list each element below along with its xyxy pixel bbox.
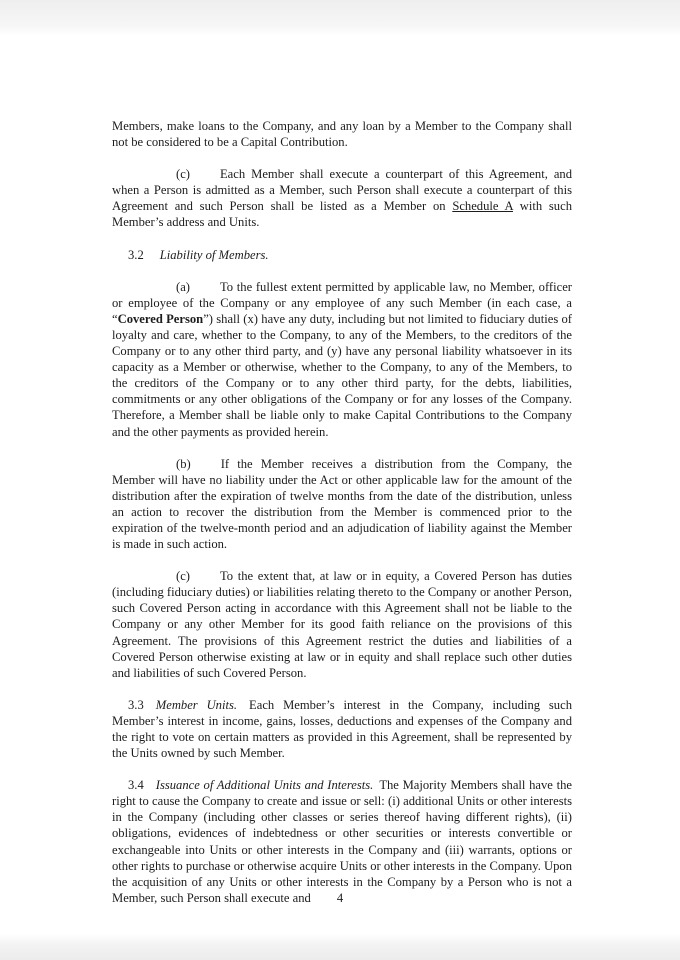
paragraph-3-2-b <box>112 456 572 553</box>
section-title: Member Units. <box>155 697 238 712</box>
document-page <box>112 118 572 922</box>
section-title: Issuance of Additional Units and Interests. <box>155 778 374 793</box>
paragraph-text: The Majority Members shall have the right to cause the Company to create and issue or sell: (i) additional Units or other interests in the Company (including other classes or series thereof having different rights), (ii) obligations, evidences of indebtedness or other securities or interests convertible or exchangeable into Units or other interests in the Company and (iii) warrants, options or other rights to purchase or otherwise acquire Units or other interests in the Company. Upon the acquisition of any Units or other interests in the Company by a Person who is not a Member, such Person shall execute and <box>112 778 572 905</box>
paragraph-3-2-a <box>112 279 572 440</box>
scan-shadow-bottom <box>0 934 680 960</box>
clause-label: (c) <box>176 167 190 182</box>
section-3-4 <box>112 777 572 906</box>
page-number: 4 <box>336 891 344 905</box>
section-3-3 <box>112 697 572 761</box>
paragraph-continuation <box>112 118 572 150</box>
section-title: Liability of Members. <box>159 247 269 262</box>
section-heading-3-2 <box>112 247 572 263</box>
scan-shadow-top <box>0 0 680 36</box>
paragraph-text: If the Member receives a distribution from the Company, the Member will have no liability under the Act or other applicable law for the amount of the distribution after the expiration of twelve months from the date of the distribution, unless an action to recover the distribution from the Member is commenced prior to the expiration of the twelve-month period and an adjudication of liability against the Member is made in such action. <box>112 456 572 552</box>
clause-label: (b) <box>176 456 191 471</box>
paragraph-text: To the extent that, at law or in equity, a Covered Person has duties (including fiduciary duties) or liabilities relating thereto to the Company or another Person, such Covered Person acting in accordance with this Agreement shall not be liable to the Company or any other Member for its good faith reliance on the provisions of this Agreement. The provisions of this Agreement restrict the duties and liabilities of a Covered Person otherwise existing at law or in equity and shall replace such other duties and liabilities of such Covered Person. <box>112 569 572 680</box>
schedule-a-reference: Schedule A <box>452 199 513 214</box>
paragraph-3-2-c <box>112 568 572 681</box>
paragraph-text: Members, make loans to the Company, and any loan by a Member to the Company shall not be considered to be a Capital Contribution. <box>112 119 572 150</box>
paragraph-text: ”) shall (x) have any duty, including but not limited to fiduciary duties of loyalty and care, whether to the Company, to any of the Members, to the creditors of the Company or to any other third party, and (y) have any personal liability whatsoever in its capacity as a Member or otherwise, whether to the Company, to any of the Members, to the creditors of the Company or to any other third party, for the debts, liabilities, commitments or any other obligations of the Company or for any losses of the Company. Therefore, a Member shall be liable only to make Capital Contributions to the Company and the other payments as provided herein. <box>112 311 572 439</box>
section-number: 3.3 <box>128 697 144 712</box>
paragraph-text: with such Member’s address and Units. <box>112 199 572 230</box>
section-number: 3.2 <box>128 247 144 262</box>
paragraph-3-1-c <box>112 166 572 230</box>
paragraph-text: Each Member shall execute a counterpart of this Agreement, and when a Person is admitted as a Member, such Person shall execute a counterpart of this Agreement and such Person shall be listed as a Member on <box>112 167 572 214</box>
clause-label: (a) <box>176 279 190 294</box>
paragraph-text: Each Member’s interest in the Company, including such Member’s interest in income, gains, losses, deductions and expenses of the Company and the right to vote on certain matters as provided in this Agreement, shall be represented by the Units owned by such Member. <box>112 697 572 761</box>
defined-term-covered-person: Covered Person <box>117 311 204 326</box>
section-number: 3.4 <box>128 778 144 793</box>
paragraph-text: To the fullest extent permitted by applicable law, no Member, officer or employee of the Company or any employee of any such Member (in each case, a “ <box>112 279 572 326</box>
clause-label: (c) <box>176 569 190 584</box>
